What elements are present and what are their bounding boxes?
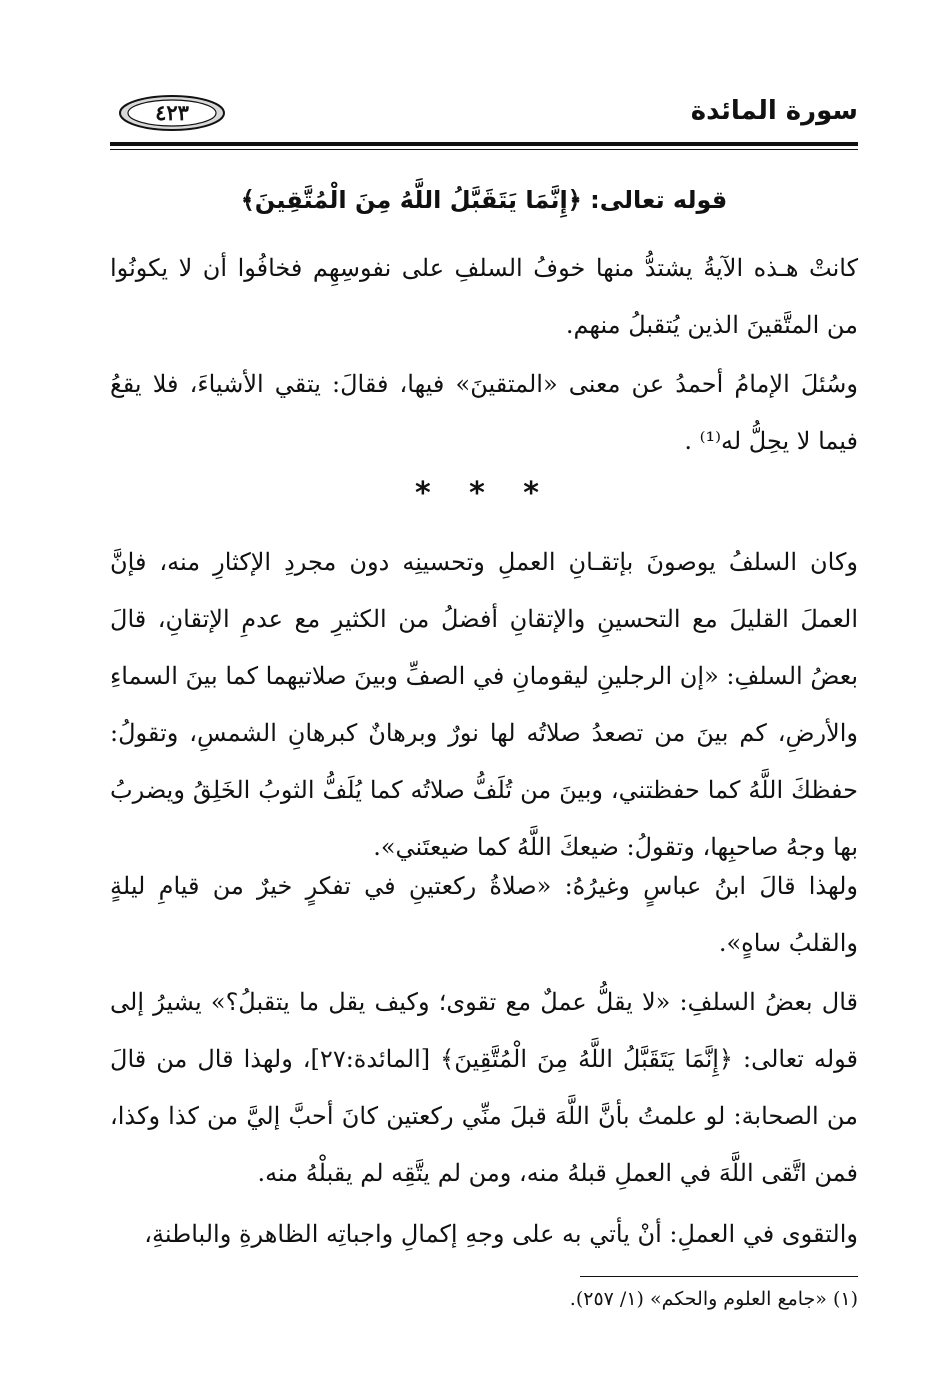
paragraph-4: ولهذا قالَ ابنُ عباسٍ وغيرُهُ: «صلاةُ ركعتينِ في تفكرٍ خيرٌ من قيامِ ليلةٍ والقلبُ ساهٍ». <box>110 872 858 957</box>
page-number: ٤٢٣ <box>155 100 189 125</box>
paragraph-2: وسُئلَ الإمامُ أحمدُ عن معنى «المتقينَ» فيها، فقالَ: يتقي الأشياءَ، فلا يقعُ فيما لا يحِلُّ له⁽¹⁾ . <box>110 370 858 455</box>
paragraph-6: والتقوى في العملِ: أنْ يأتي به على وجهِ إكمالِ واجباتِه الظاهرةِ والباطنةِ، <box>144 1220 858 1248</box>
surah-title: سورة المائدة <box>690 96 858 126</box>
header-rule <box>110 142 858 146</box>
paragraph-1: كانتْ هـذه الآيةُ يشتدُّ منها خوفُ السلفِ على نفوسِهِم فخافُوا أن لا يكونُوا من المتَّقينَ الذين يُتقبلُ منهم. <box>110 254 858 339</box>
page-header <box>110 92 858 156</box>
footnote-rule <box>580 1276 858 1277</box>
page-number-badge <box>118 94 226 132</box>
section-separator: * * * <box>415 476 553 511</box>
paragraph-5: قال بعضُ السلفِ: «لا يقلُّ عملٌ مع تقوى؛ وكيف يقل ما يتقبلُ؟» يشيرُ إلى قوله تعالى: ﴿إِنَّمَا يَتَقَبَّلُ اللَّهُ مِنَ الْمُتَّقِينَ﴾ [المائدة:٢٧]، ولهذا قال من قالَ من الصحابة: لو علمتُ بأنَّ اللَّهَ قبلَ منِّي ركعتين كانَ أحبَّ إليَّ من كذا وكذا، فمن اتَّقى اللَّهَ في العملِ قبلهُ منه، ومن لم يتَّقِه لم يقبلْهُ منه. <box>110 988 859 1187</box>
paragraph-3: وكان السلفُ يوصونَ بإتقـانِ العملِ وتحسينِه دون مجردِ الإكثارِ منه، فإنَّ العملَ القليلَ مع التحسينِ والإتقانِ أفضلُ من الكثيرِ مع عدمِ الإتقانِ، قالَ بعضُ السلفِ: «إن الرجلينِ ليقومانِ في الصفِّ وبينَ صلاتيهما كما بينَ السماءِ والأرضِ، كم بينَ من تصعدُ صلاتُه لها نورٌ وبرهانٌ كبرهانِ الشمسِ، وتقولُ: حفظكَ اللَّهُ كما حفظتني، وبينَ من تُلَفُّ صلاتُه كما يُلَفُّ الثوبُ الخَلِقُ ويضربُ بها وجهُ صاحبِها، وتقولُ: ضيعكَ اللَّهُ كما ضيعتَني». <box>110 548 858 861</box>
header-rule-thin <box>110 149 858 150</box>
footnote: (١) «جامع العلوم والحكم» (١/ ٢٥٧). <box>569 1288 858 1310</box>
section-heading: قوله تعالى: ﴿إِنَّمَا يَتَقَبَّلُ اللَّهُ مِنَ الْمُتَّقِينَ﴾ <box>240 186 728 214</box>
